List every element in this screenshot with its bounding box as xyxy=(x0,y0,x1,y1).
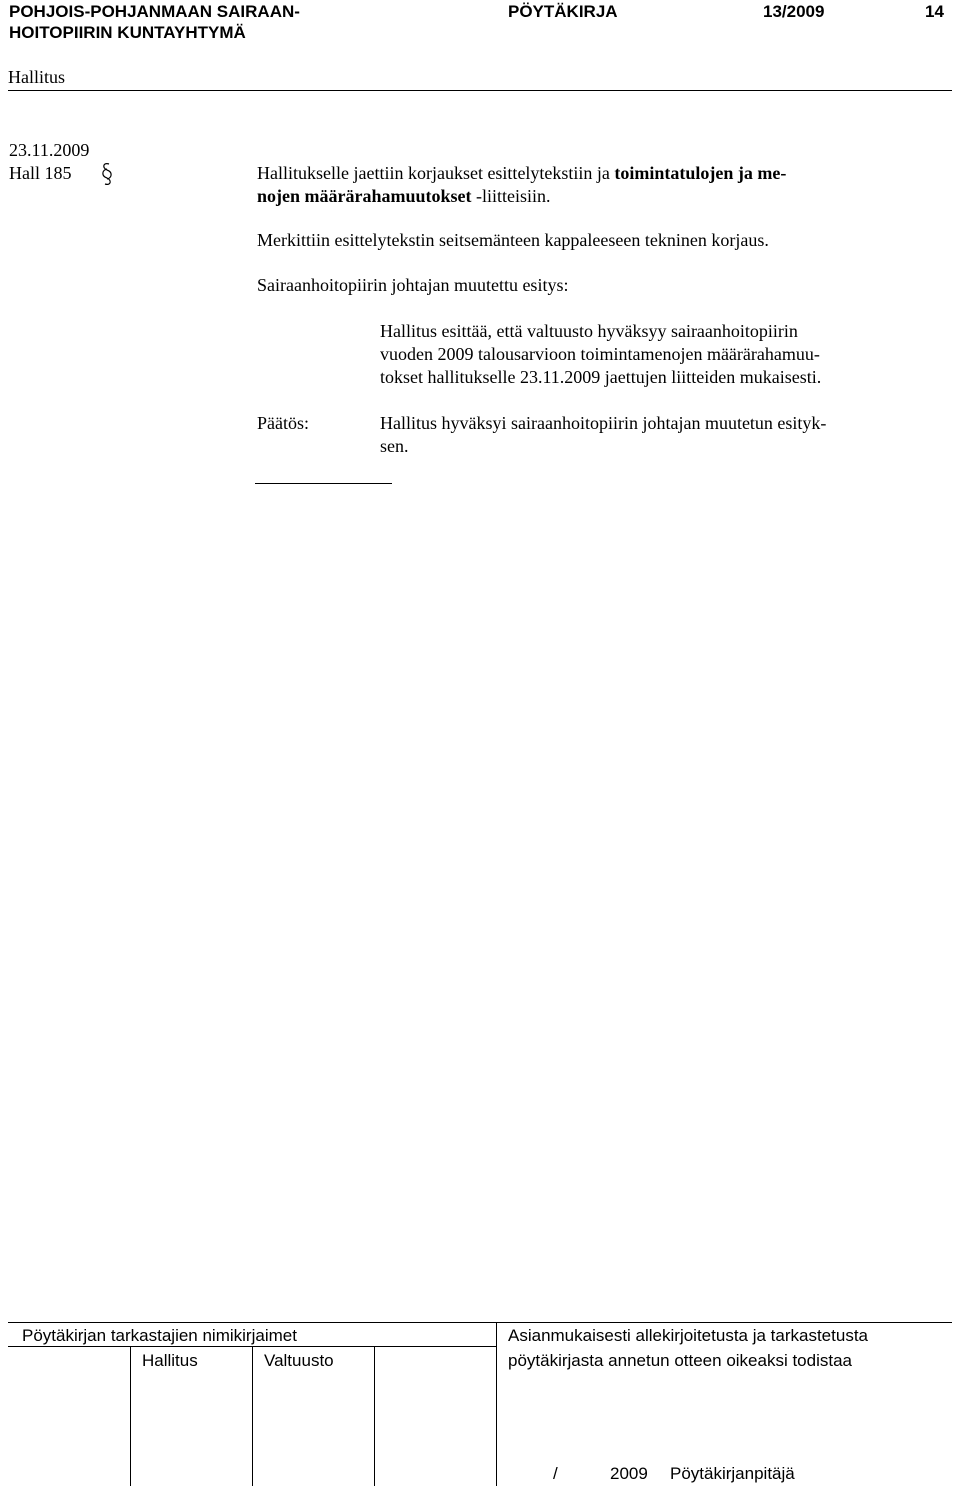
paragraph-corrections-bold-a: toimintatulojen ja me- xyxy=(614,163,787,183)
paragraph-technical-correction: Merkittiin esittelytekstin seitsemänteen kappaleeseen tekninen korjaus. xyxy=(257,230,769,250)
initials-title: Pöytäkirjan tarkastajien nimikirjaimet xyxy=(22,1326,297,1345)
paragraph-corrections-line1 xyxy=(257,162,786,184)
meeting-date: 23.11.2009 xyxy=(9,140,90,160)
organization-name-line1: POHJOIS-POHJANMAAN SAIRAAN- xyxy=(9,2,300,21)
footer-divider-1 xyxy=(130,1346,131,1486)
page-number: 14 xyxy=(925,2,944,21)
organization-name-line2: HOITOPIIRIN KUNTAYHTYMÄ xyxy=(9,23,246,42)
header-rule xyxy=(8,90,952,91)
decision-label: Päätös: xyxy=(257,413,309,433)
certification-year: 2009 xyxy=(610,1464,648,1483)
footer-divider-2 xyxy=(252,1346,253,1486)
paragraph-corrections-end: -liitteisiin. xyxy=(471,186,551,206)
decision-line: Hallitus hyväksyi sairaanhoitopiirin johtajan muutetun esityk- xyxy=(380,413,827,433)
footer-divider-4 xyxy=(496,1322,497,1486)
secretary-label: Pöytäkirjanpitäjä xyxy=(670,1464,795,1483)
proposal-line: Hallitus esittää, että valtuusto hyväksyy sairaanhoitopiirin xyxy=(380,321,798,341)
document-type: PÖYTÄKIRJA xyxy=(508,2,618,21)
initials-valtuusto: Valtuusto xyxy=(264,1351,334,1370)
section-number: Hall 185 xyxy=(9,163,72,183)
proposal-line: tokset hallitukselle 23.11.2009 jaettujen liitteiden mukaisesti. xyxy=(380,367,822,387)
paragraph-corrections-bold-b: nojen määrärahamuutokset xyxy=(257,186,472,206)
footer-top-rule xyxy=(8,1322,952,1323)
decision-line: sen. xyxy=(380,436,409,456)
proposal-line: vuoden 2009 talousarvioon toimintamenojen määrärahamuu- xyxy=(380,344,820,364)
proposal-heading: Sairaanhoitopiirin johtajan muutettu esitys: xyxy=(257,275,569,295)
certification-line2: pöytäkirjasta annetun otteen oikeaksi todistaa xyxy=(508,1351,853,1370)
paragraph-corrections-line2 xyxy=(257,185,551,207)
date-slash: / xyxy=(553,1464,558,1483)
initials-hallitus: Hallitus xyxy=(142,1351,198,1370)
section-sign-icon xyxy=(96,160,118,188)
paragraph-corrections-text: Hallitukselle jaettiin korjaukset esittelytekstiin ja xyxy=(257,163,615,183)
certification-line1: Asianmukaisesti allekirjoitetusta ja tarkastetusta xyxy=(508,1326,868,1345)
body-name: Hallitus xyxy=(8,67,65,87)
footer-divider-3 xyxy=(374,1346,375,1486)
section-end-rule xyxy=(255,483,392,484)
document-number: 13/2009 xyxy=(763,2,825,21)
